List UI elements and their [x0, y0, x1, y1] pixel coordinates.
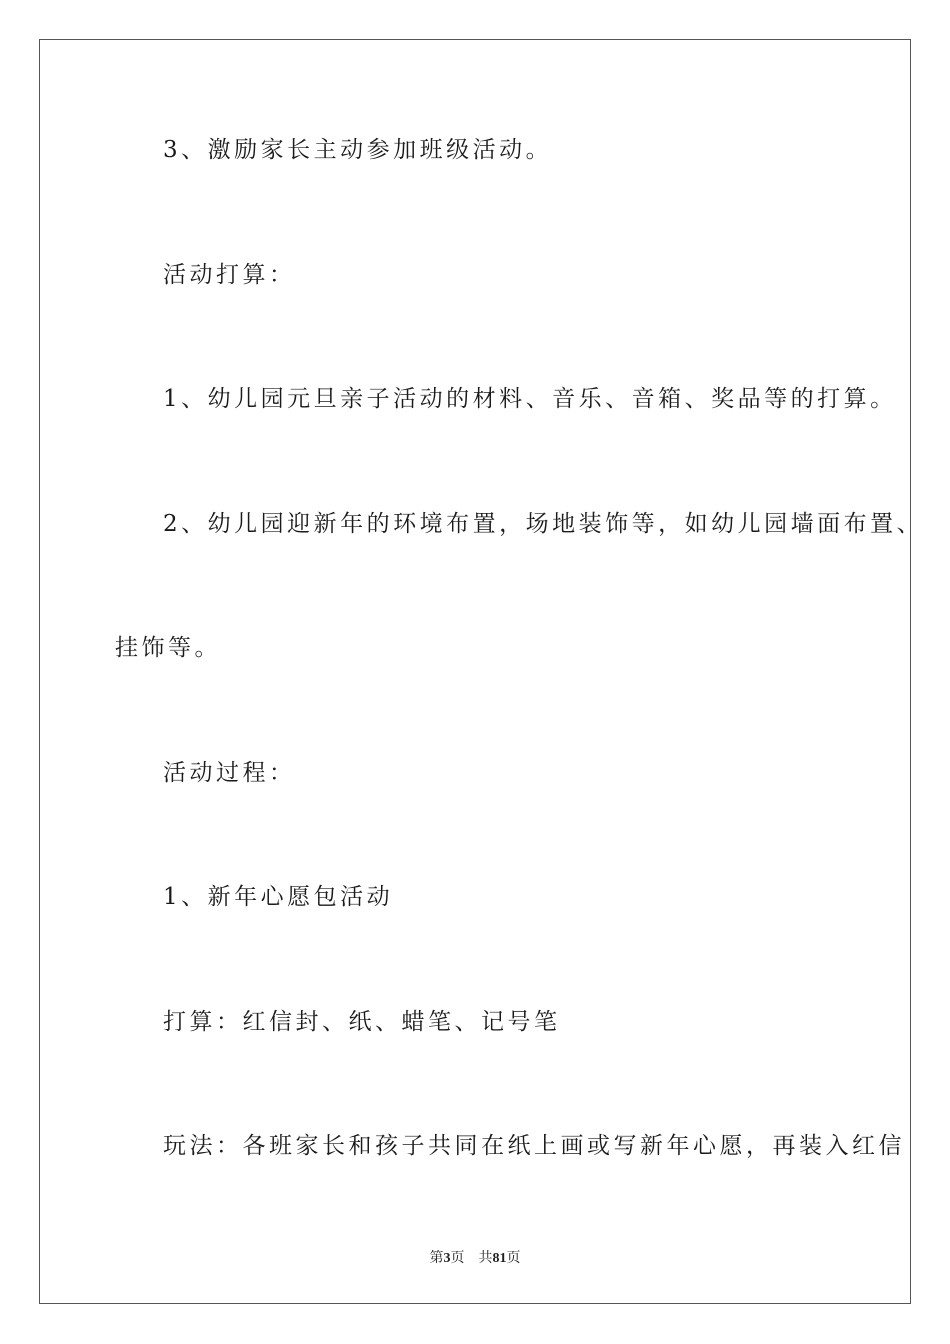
body-line-4: 1、新年心愿包活动: [163, 884, 394, 910]
section-heading-process: 活动过程：: [163, 760, 296, 786]
footer-current-page: 3: [443, 1251, 451, 1266]
body-line-2: 1、幼儿园元旦亲子活动的材料、音乐、音箱、奖品等的打算。: [163, 386, 897, 412]
body-line-5: 打算：红信封、纸、蜡笔、记号笔: [163, 1009, 561, 1035]
body-line-1: 3、激励家长主动参加班级活动。: [163, 137, 553, 163]
footer-total-pages: 81: [492, 1251, 507, 1266]
body-line-3-continued: 挂饰等。: [115, 635, 221, 661]
footer-total-prefix: 共: [478, 1251, 493, 1266]
footer-page-suffix: 页: [450, 1251, 465, 1266]
footer-page-prefix: 第: [429, 1251, 444, 1266]
body-line-3: 2、幼儿园迎新年的环境布置，场地装饰等，如幼儿园墙面布置、: [163, 511, 924, 537]
section-heading-preparation: 活动打算：: [163, 262, 296, 288]
page-border: [39, 39, 911, 1304]
footer-total-suffix: 页: [506, 1251, 521, 1266]
body-line-6: 玩法：各班家长和孩子共同在纸上画或写新年心愿，再装入红信: [163, 1133, 905, 1159]
page-footer: [0, 1247, 950, 1267]
